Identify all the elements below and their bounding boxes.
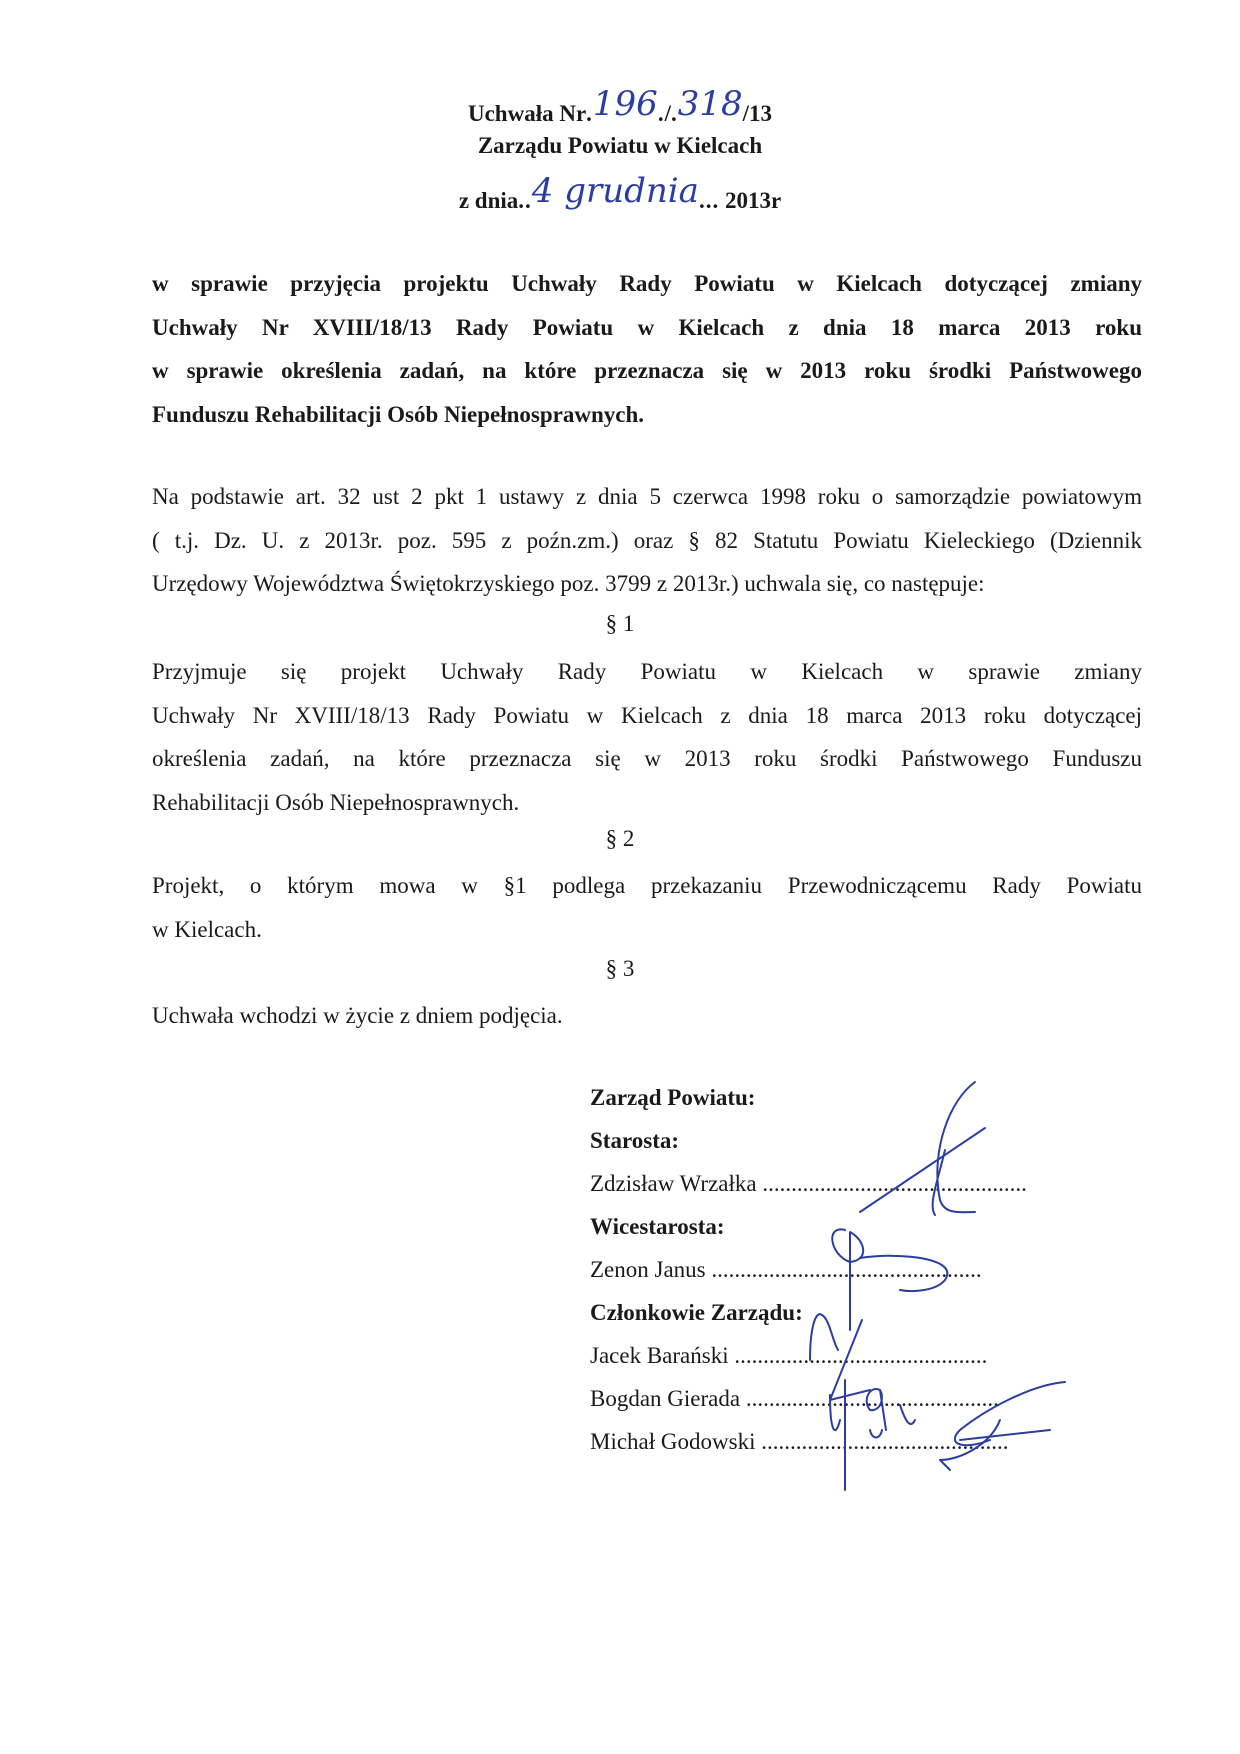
subject-line: w sprawie określenia zadań, na które przeznacza się w 2013 roku środki Państwowego	[152, 358, 1142, 383]
section-line: Projekt, o którym mowa w §1 podlega przekazaniu Przewodniczącemu Rady Powiatu	[152, 873, 1142, 898]
section-2-text	[152, 864, 1142, 951]
section-mark-3: § 3	[605, 956, 635, 981]
handwritten-date: 4 grudnia	[531, 171, 699, 211]
handwritten-number-2: 318	[677, 84, 743, 124]
legal-basis	[152, 475, 1142, 606]
section-line: Rehabilitacji Osób Niepełnosprawnych.	[152, 789, 520, 815]
starosta-heading: Starosta:	[590, 1128, 680, 1153]
signature-dots: ..............................................	[762, 1171, 1027, 1196]
legal-basis-line: ( t.j. Dz. U. z 2013r. poz. 595 z poźn.zm.) oraz § 82 Statutu Powiatu Kieleckiego (Dziennik	[152, 527, 1142, 553]
title-prefix: Uchwała Nr	[467, 101, 587, 126]
subject-line: Uchwały Nr XVIII/18/13 Rady Powiatu w Kielcach z dnia 18 marca 2013 roku	[152, 314, 1142, 340]
date-prefix: z dnia	[458, 188, 519, 213]
section-mark-1: § 1	[605, 611, 635, 636]
signature-dots: ...........................................	[761, 1429, 1009, 1454]
resolution-date: z dnia..4 grudnia... 2013r	[458, 171, 782, 213]
signature-dots: ...............................................	[711, 1257, 982, 1282]
section-line: Przyjmuje się projekt Uchwały Rady Powiatu w Kielcach w sprawie zmiany	[152, 659, 1142, 684]
number-separator: /	[664, 101, 671, 126]
signature-line-member	[590, 1377, 1090, 1420]
signature-block	[590, 1076, 1090, 1463]
member-name: Michał Godowski	[590, 1429, 756, 1454]
members-heading: Członkowie Zarządu:	[590, 1300, 803, 1325]
vice-heading: Wicestarosta:	[590, 1214, 725, 1239]
member-name: Bogdan Gierada	[590, 1386, 741, 1411]
section-line: w Kielcach.	[152, 916, 262, 942]
legal-basis-line: Na podstawie art. 32 ust 2 pkt 1 ustawy z dnia 5 czerwca 1998 roku o samorządzie powiatowym	[152, 484, 1142, 509]
section-1-text	[152, 650, 1142, 824]
member-name: Jacek Barański	[590, 1343, 729, 1368]
signature-line-starosta	[590, 1162, 1090, 1205]
signature-line-member	[590, 1334, 1090, 1377]
section-line: określenia zadań, na które przeznacza się w 2013 roku środki Państwowego Funduszu	[152, 746, 1142, 771]
signature-line-member	[590, 1420, 1090, 1463]
vice-name: Zenon Janus	[590, 1257, 706, 1282]
subject-line: w sprawie przyjęcia projektu Uchwały Rady Powiatu w Kielcach dotyczącej zmiany	[152, 271, 1142, 296]
board-heading: Zarząd Powiatu:	[590, 1085, 756, 1110]
section-mark-2: § 2	[605, 826, 635, 851]
signature-line-vice	[590, 1248, 1090, 1291]
legal-basis-line: Urzędowy Województwa Świętokrzyskiego poz. 3799 z 2013r.) uchwala się, co następuje:	[152, 571, 985, 596]
section-line: Uchwała wchodzi w życie z dniem podjęcia.	[152, 1003, 563, 1028]
title-suffix: /13	[742, 101, 773, 126]
resolution-subject	[152, 262, 1142, 436]
date-suffix: 2013r	[724, 188, 782, 213]
handwritten-number-1: 196	[592, 84, 658, 124]
issuer: Zarządu Powiatu w Kielcach	[477, 133, 763, 158]
resolution-title: Uchwała Nr.196./.318/13	[467, 84, 773, 126]
section-line: Uchwały Nr XVIII/18/13 Rady Powiatu w Kielcach z dnia 18 marca 2013 roku dotyczącej	[152, 702, 1142, 728]
subject-line: Funduszu Rehabilitacji Osób Niepełnosprawnych.	[152, 401, 645, 427]
section-3-text	[152, 994, 1142, 1038]
starosta-name: Zdzisław Wrzałka	[590, 1171, 757, 1196]
signature-dots: ............................................	[745, 1386, 999, 1411]
signature-dots: ............................................	[734, 1343, 988, 1368]
